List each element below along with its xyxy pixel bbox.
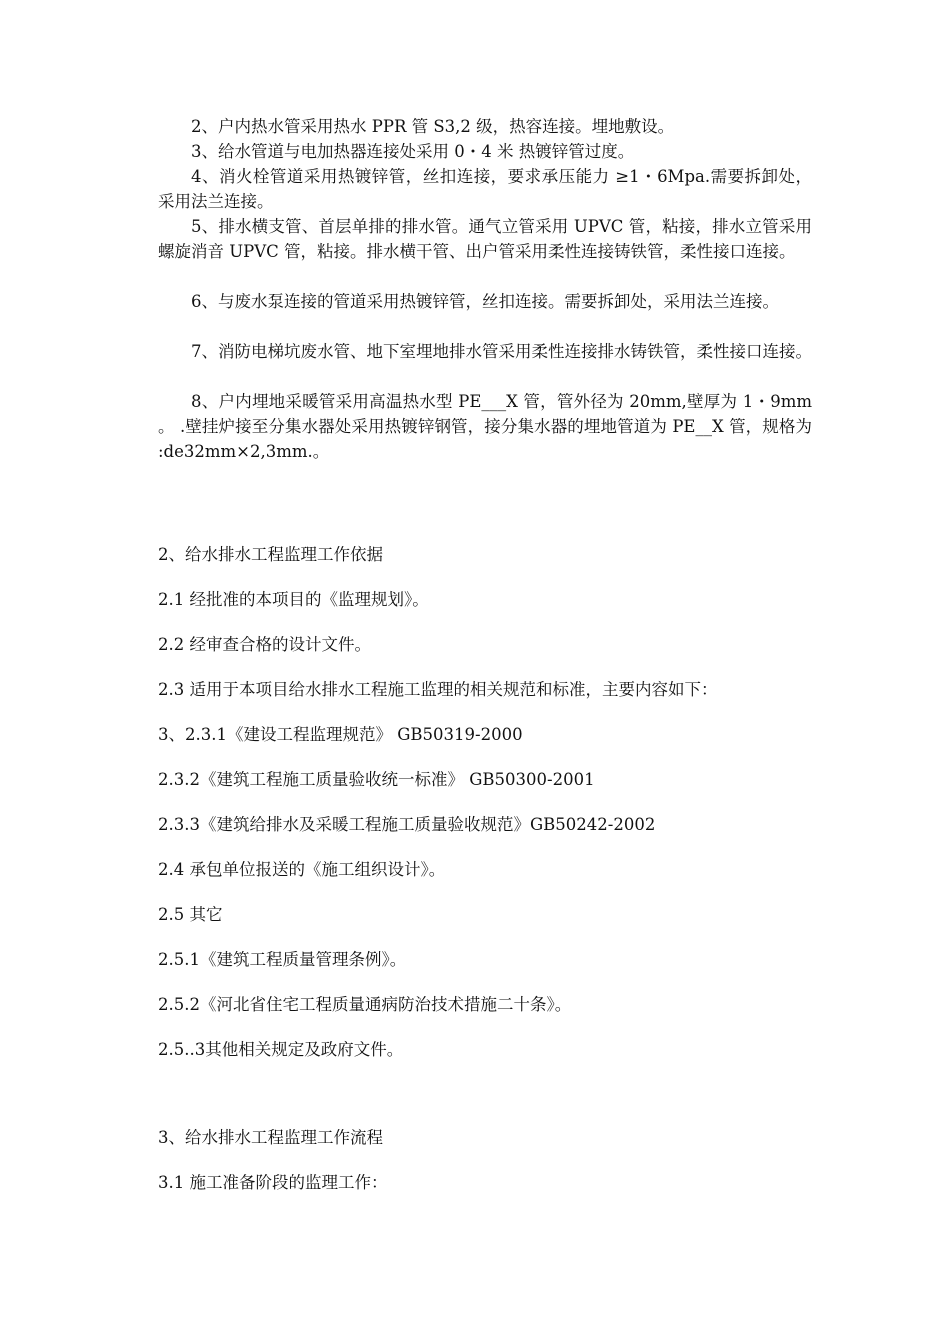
section-2-item: 2.4 承包单位报送的《施工组织设计》。 — [158, 860, 446, 879]
section-2-item: 2.5..3其他相关规定及政府文件。 — [158, 1040, 404, 1059]
section-2-heading: 2、给水排水工程监理工作依据 — [158, 545, 383, 564]
section-3-heading: 3、给水排水工程监理工作流程 — [158, 1128, 383, 1147]
section-2-item: 2.2 经审查合格的设计文件。 — [158, 635, 371, 654]
paragraph-2: 3、给水管道与电加热器连接处采用 0・4 米 热镀锌管过度。 — [191, 142, 635, 161]
section-2-item: 3、2.3.1《建设工程监理规范》 GB50319-2000 — [158, 725, 523, 744]
section-2-item: 2.3.2《建筑工程施工质量验收统一标准》 GB50300-2001 — [158, 770, 595, 789]
section-2-item: 2.1 经批准的本项目的《监理规划》。 — [158, 590, 429, 609]
section-2-item: 2.3.3《建筑给排水及采暖工程施工质量验收规范》GB50242-2002 — [158, 815, 656, 834]
paragraph-5: 6、与废水泵连接的管道采用热镀锌管，丝扣连接。需要拆卸处，采用法兰连接。 — [191, 292, 779, 311]
paragraph-4: 5、排水横支管、首层单排的排水管。通气立管采用 UPVC 管，粘接，排水立管采用螺旋消音 UPVC 管，粘接。排水横干管、出户管采用柔性连接铸铁管，柔性接口连接。 — [158, 217, 812, 261]
section-2-item: 2.5.2《河北省住宅工程质量通病防治技术措施二十条》。 — [158, 995, 572, 1014]
section-3-item: 3.1 施工准备阶段的监理工作： — [158, 1173, 388, 1192]
section-2-item: 2.5 其它 — [158, 905, 223, 924]
paragraph-7: 8、户内埋地采暖管采用高温热水型 PE___X 管，管外径为 20mm,壁厚为 1・9mm 。 .壁挂炉接至分集水器处采用热镀锌钢管，接分集水器的埋地管道为 PE__X 管，规格为 :de32mm×2,3mm.。 — [158, 392, 812, 461]
section-2-item: 2.3 适用于本项目给水排水工程施工监理的相关规范和标准，主要内容如下： — [158, 680, 718, 699]
paragraph-6: 7、消防电梯坑废水管、地下室埋地排水管采用柔性连接排水铸铁管，柔性接口连接。 — [191, 342, 812, 361]
section-2-item: 2.5.1《建筑工程质量管理条例》。 — [158, 950, 407, 969]
paragraph-1: 2、户内热水管采用热水 PPR 管 S3,2 级，热容连接。埋地敷设。 — [191, 117, 675, 136]
paragraph-3: 4、消火栓管道采用热镀锌管，丝扣连接，要求承压能力 ≥1・6Mpa.需要拆卸处，采用法兰连接。 — [158, 167, 812, 211]
